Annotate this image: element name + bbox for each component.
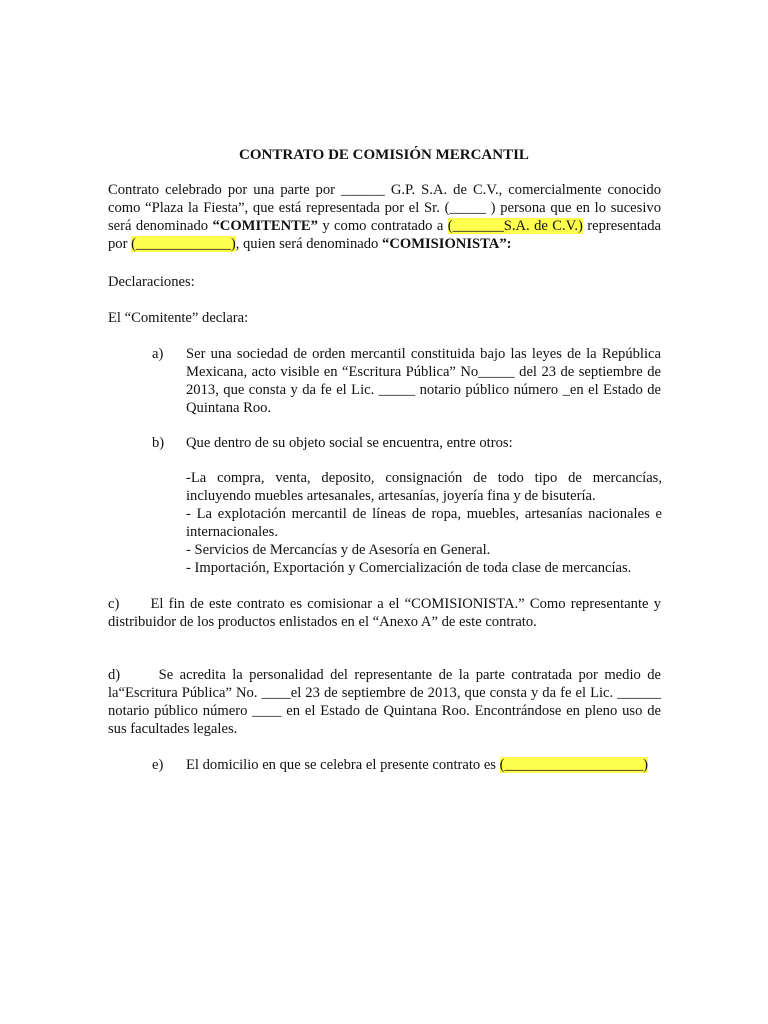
clause-d: d) Se acredita la personalidad del representante de la parte contratada por medio de la“Escritura Pública” No. ____el 23 de septiembre de 2013, que consta y da fe el Lic. ______ notario público número ____ en el Estado de Quintana Roo. Encontrándose en pleno uso de sus facultades legales. [108, 667, 665, 737]
clause-b-list [186, 469, 662, 577]
clause-b [108, 434, 661, 454]
list-item: - Servicios de Mercancías y de Asesoría en General. [186, 542, 491, 558]
clause-e-label: e) [152, 757, 164, 773]
clause-e-text [186, 756, 661, 774]
company-placeholder: (_______S.A. de C.V.) [447, 218, 583, 234]
intro-text-2: y como contratado a [317, 218, 448, 234]
document-title: CONTRATO DE COMISIÓN MERCANTIL [239, 147, 529, 163]
comitente-declara-heading: El “Comitente” declara: [108, 310, 249, 326]
list-item: - La explotación mercantil de líneas de ropa, muebles, artesanías nacionales e internacionales. [186, 506, 662, 540]
clause-a [108, 345, 661, 419]
clause-e-body: El domicilio en que se celebra el presente contrato es [186, 757, 500, 773]
list-item: -La compra, venta, deposito, consignación de todo tipo de mercancías, incluyendo muebles artesanales, artesanías, joyería fina y de bisutería. [186, 470, 662, 504]
clause-a-label: a) [152, 346, 164, 362]
intro-text-3: representada por [108, 218, 662, 252]
intro-text-1: Contrato celebrado por una parte por ______ G.P. S.A. de C.V., comercialmente conocido como “Plaza la Fiesta”, que está representada por el Sr. (_____ ) persona que en lo sucesivo será denominado [108, 182, 661, 234]
declaraciones-heading: Declaraciones: [108, 274, 195, 290]
clause-c: c) El fin de este contrato es comisionar a el “COMISIONISTA.” Como representante y distribuidor de los productos enlistados en el “Anexo A” de este contrato. [108, 596, 665, 630]
representative-placeholder: (_____________) [131, 236, 236, 252]
comisionista-term: “COMISIONISTA”: [382, 236, 512, 252]
clause-b-text: Que dentro de su objeto social se encuentra, entre otros: [186, 435, 513, 451]
comitente-term: “COMITENTE” [212, 218, 318, 234]
clause-b-label: b) [152, 435, 165, 451]
clause-e [108, 756, 661, 776]
clause-a-text: Ser una sociedad de orden mercantil constituida bajo las leyes de la República Mexicana, acto visible en “Escritura Pública” No_____ del 23 de septiembre de 2013, que consta y da fe el Lic. _____ notario público número _en el Estado de Quintana Roo. [186, 346, 661, 416]
intro-text-4: , quien será denominado [235, 236, 383, 252]
address-placeholder: (___________________) [499, 757, 649, 773]
intro-paragraph [108, 181, 661, 253]
list-item: - Importación, Exportación y Comercialización de toda clase de mercancías. [186, 560, 632, 576]
